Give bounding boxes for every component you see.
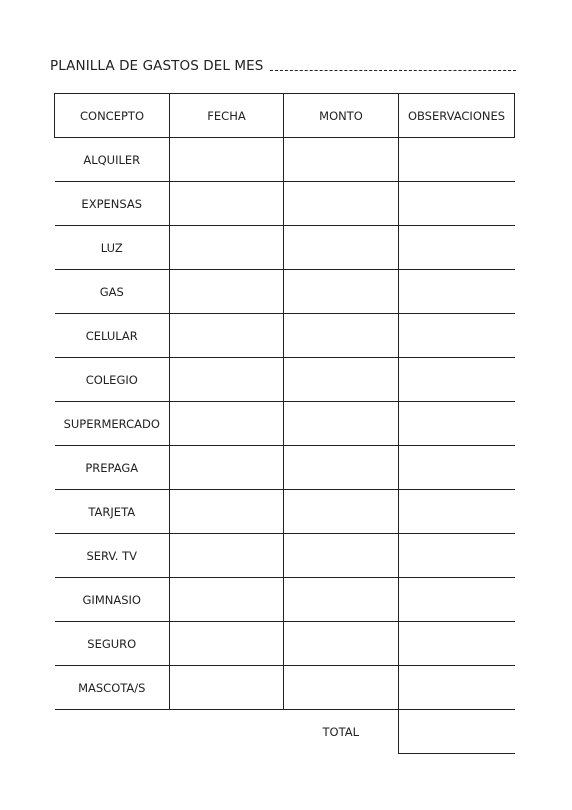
concept-cell: SUPERMERCADO xyxy=(55,402,170,446)
observaciones-cell[interactable] xyxy=(399,666,515,710)
fecha-cell[interactable] xyxy=(170,622,284,666)
monto-cell[interactable] xyxy=(284,490,399,534)
observaciones-cell[interactable] xyxy=(399,358,515,402)
monto-cell[interactable] xyxy=(284,402,399,446)
month-blank-line[interactable] xyxy=(270,70,516,71)
total-label: TOTAL xyxy=(322,724,359,739)
total-row xyxy=(55,710,515,754)
header-concepto: CONCEPTO xyxy=(55,94,170,138)
table-row xyxy=(55,622,515,666)
header-observaciones: OBSERVACIONES xyxy=(399,94,515,138)
table-row xyxy=(55,666,515,710)
monto-cell[interactable] xyxy=(284,226,399,270)
table-row xyxy=(55,226,515,270)
table-row xyxy=(55,138,515,182)
concept-cell: SERV. TV xyxy=(55,534,170,578)
total-spacer xyxy=(170,710,284,754)
table-row xyxy=(55,490,515,534)
total-spacer xyxy=(55,710,170,754)
table-row xyxy=(55,534,515,578)
monto-cell[interactable] xyxy=(284,578,399,622)
page-title: PLANILLA DE GASTOS DEL MES xyxy=(50,58,264,74)
concept-cell: LUZ xyxy=(55,226,170,270)
total-value-cell[interactable] xyxy=(399,710,515,754)
observaciones-cell[interactable] xyxy=(399,490,515,534)
observaciones-cell[interactable] xyxy=(399,226,515,270)
table-row xyxy=(55,314,515,358)
header-fecha: FECHA xyxy=(170,94,284,138)
concept-cell: COLEGIO xyxy=(55,358,170,402)
table-row xyxy=(55,402,515,446)
fecha-cell[interactable] xyxy=(170,490,284,534)
table-row xyxy=(55,182,515,226)
observaciones-cell[interactable] xyxy=(399,138,515,182)
observaciones-cell[interactable] xyxy=(399,622,515,666)
concept-cell: MASCOTA/S xyxy=(55,666,170,710)
monto-cell[interactable] xyxy=(284,138,399,182)
table-row xyxy=(55,578,515,622)
table-row xyxy=(55,358,515,402)
monto-cell[interactable] xyxy=(284,270,399,314)
expenses-table xyxy=(54,93,515,754)
fecha-cell[interactable] xyxy=(170,314,284,358)
fecha-cell[interactable] xyxy=(170,578,284,622)
concept-cell: GAS xyxy=(55,270,170,314)
title-row xyxy=(50,52,516,74)
concept-cell: ALQUILER xyxy=(55,138,170,182)
observaciones-cell[interactable] xyxy=(399,534,515,578)
fecha-cell[interactable] xyxy=(170,534,284,578)
concept-cell: SEGURO xyxy=(55,622,170,666)
table-row xyxy=(55,446,515,490)
fecha-cell[interactable] xyxy=(170,358,284,402)
fecha-cell[interactable] xyxy=(170,182,284,226)
observaciones-cell[interactable] xyxy=(399,578,515,622)
observaciones-cell[interactable] xyxy=(399,446,515,490)
monto-cell[interactable] xyxy=(284,314,399,358)
fecha-cell[interactable] xyxy=(170,446,284,490)
observaciones-cell[interactable] xyxy=(399,314,515,358)
observaciones-cell[interactable] xyxy=(399,402,515,446)
fecha-cell[interactable] xyxy=(170,402,284,446)
monto-cell[interactable] xyxy=(284,182,399,226)
fecha-cell[interactable] xyxy=(170,270,284,314)
table-header-row xyxy=(55,94,515,138)
concept-cell: GIMNASIO xyxy=(55,578,170,622)
monto-cell[interactable] xyxy=(284,358,399,402)
monto-cell[interactable] xyxy=(284,534,399,578)
concept-cell: EXPENSAS xyxy=(55,182,170,226)
concept-cell: PREPAGA xyxy=(55,446,170,490)
table-row xyxy=(55,270,515,314)
monto-cell[interactable] xyxy=(284,446,399,490)
monto-cell[interactable] xyxy=(284,666,399,710)
concept-cell: TARJETA xyxy=(55,490,170,534)
fecha-cell[interactable] xyxy=(170,138,284,182)
header-monto: MONTO xyxy=(284,94,399,138)
observaciones-cell[interactable] xyxy=(399,270,515,314)
fecha-cell[interactable] xyxy=(170,666,284,710)
concept-cell: CELULAR xyxy=(55,314,170,358)
fecha-cell[interactable] xyxy=(170,226,284,270)
observaciones-cell[interactable] xyxy=(399,182,515,226)
monto-cell[interactable] xyxy=(284,622,399,666)
